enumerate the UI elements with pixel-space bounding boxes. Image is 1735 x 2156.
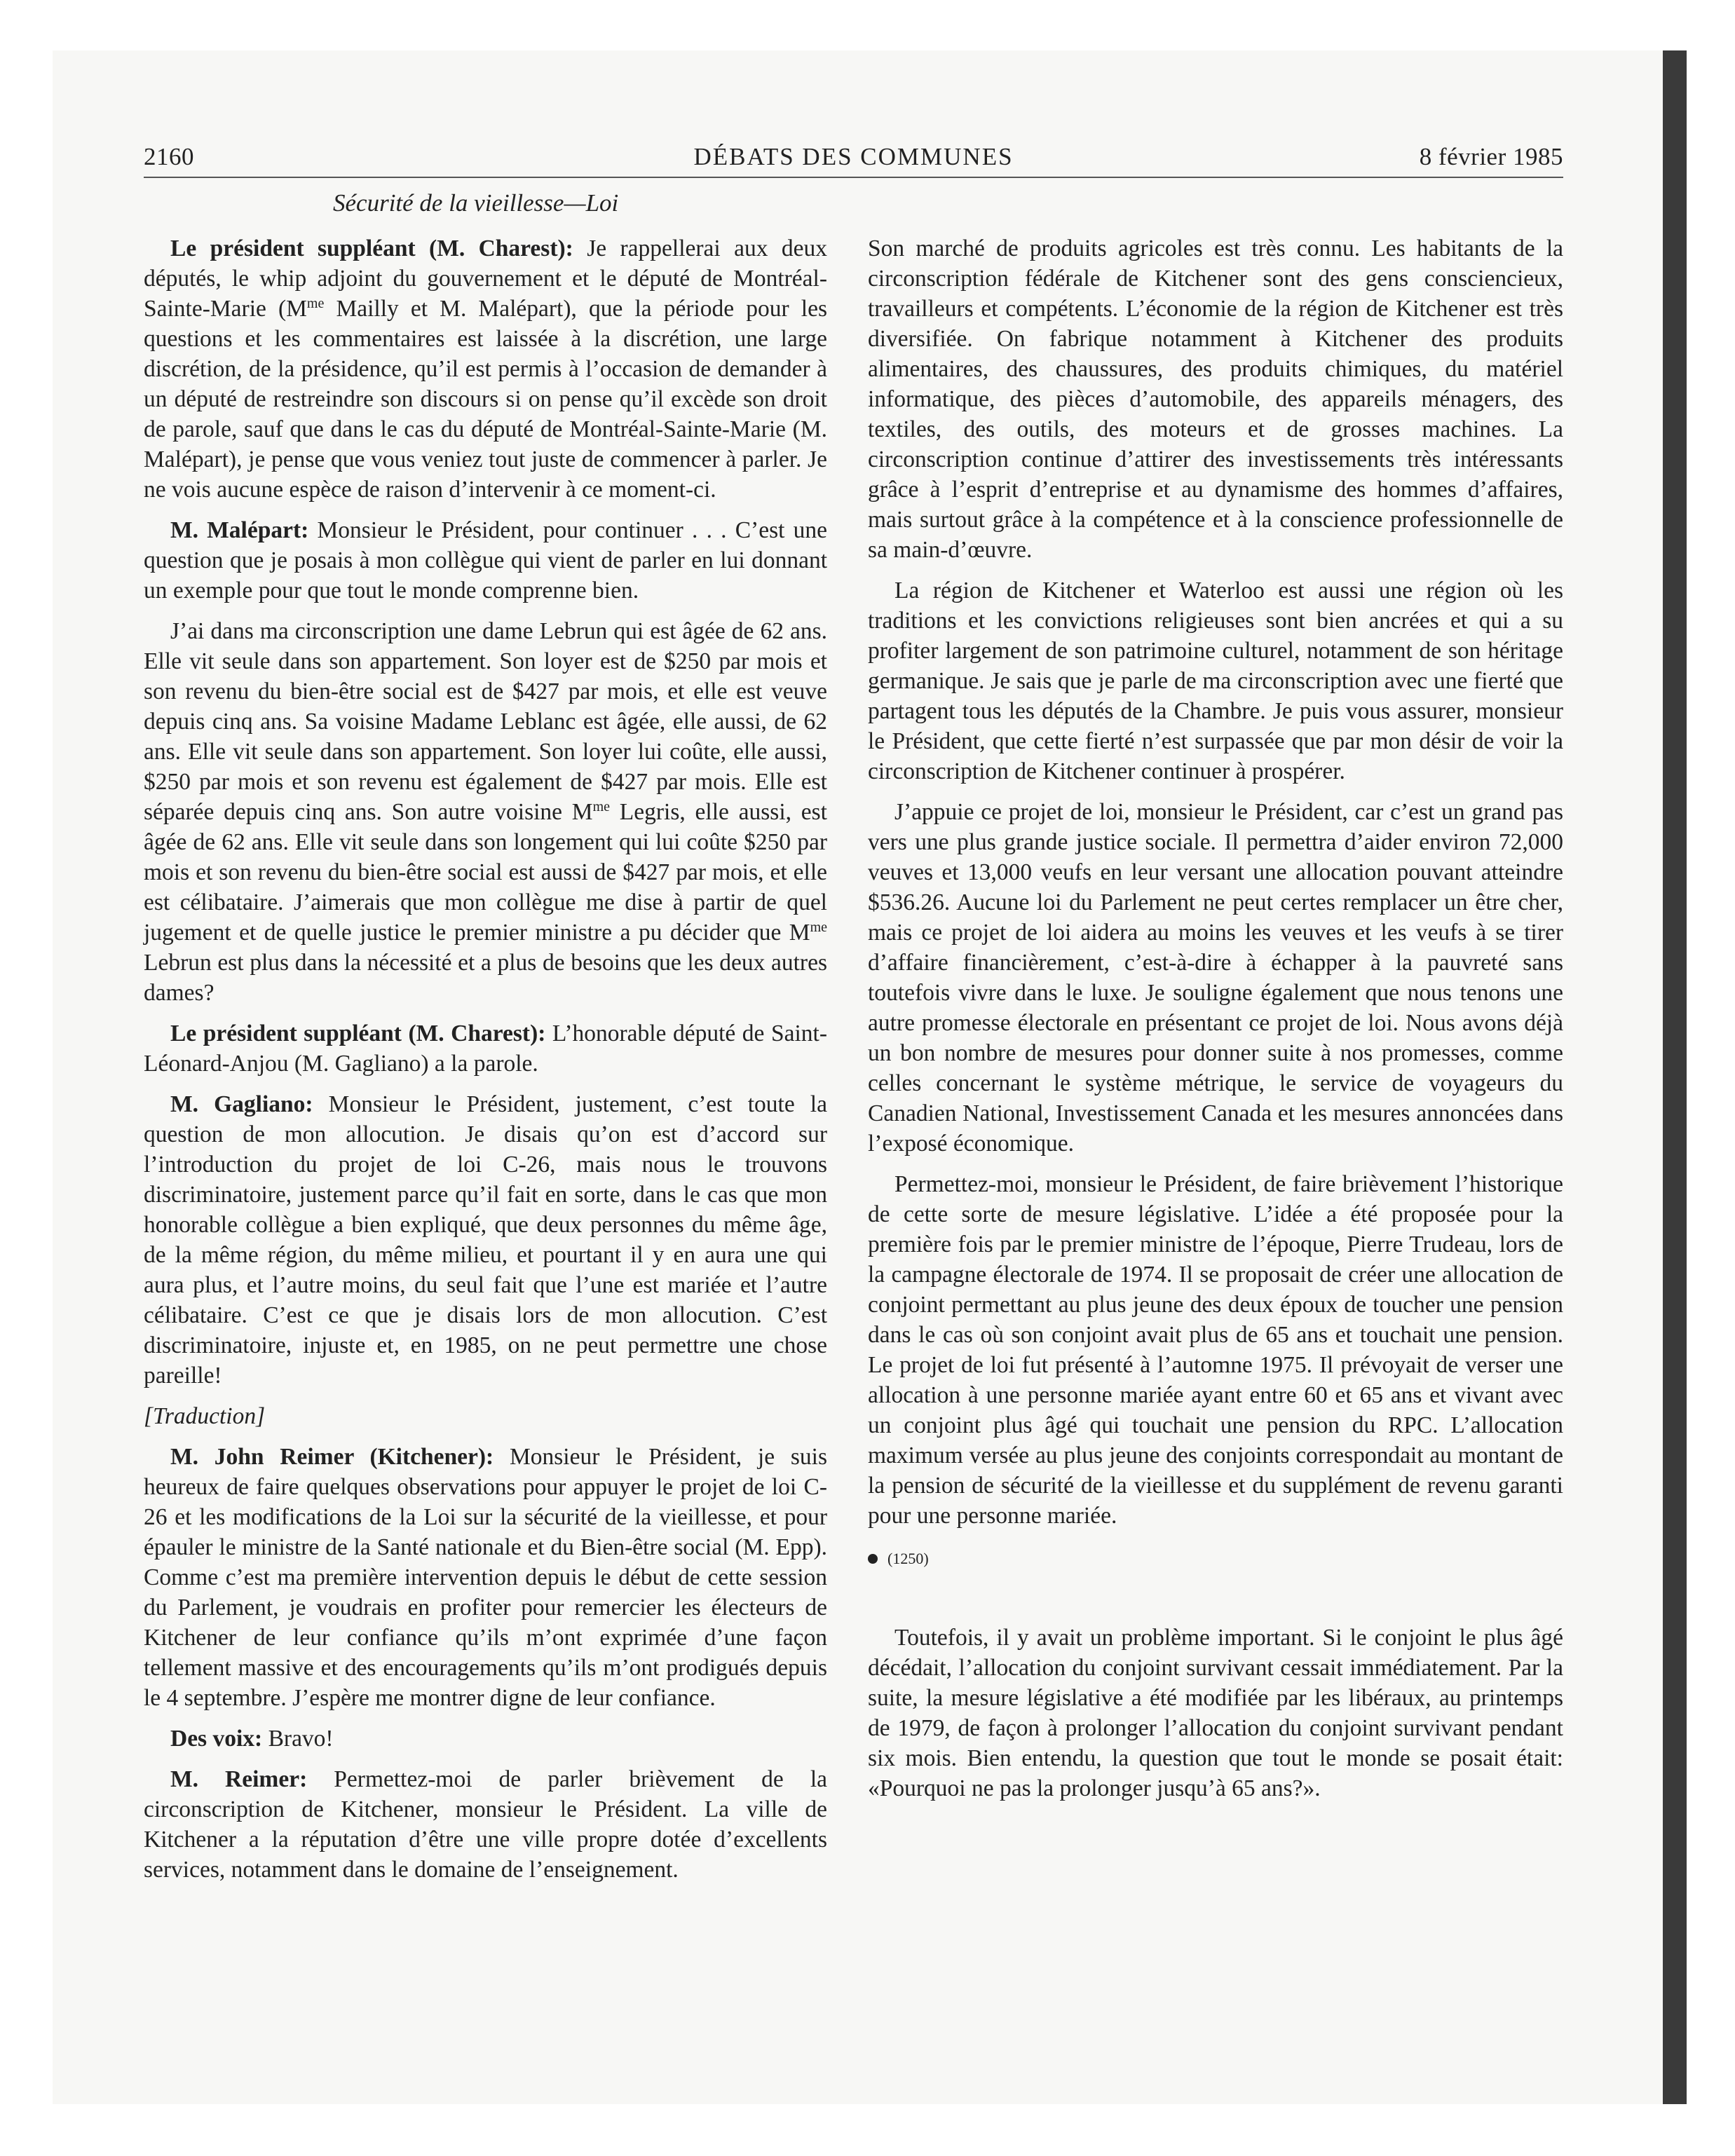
bullet-icon — [868, 1554, 878, 1564]
superscript: me — [306, 296, 325, 311]
paragraph — [144, 1018, 827, 1079]
speech-text: Bravo! — [262, 1726, 334, 1752]
speech-text: Monsieur le Président, pour continuer . . . C’est une question que je posais à mon collègue qui vient de parler en lui donnant un exemple pour que tout le monde comprenne bien. — [144, 517, 827, 603]
paragraph — [144, 515, 827, 606]
right-column — [868, 233, 1563, 1814]
left-column — [144, 233, 827, 1895]
speaker-name: Le président suppléant (M. Charest): — [170, 1021, 546, 1046]
publication-date: 8 février 1985 — [1419, 143, 1563, 170]
time-marker — [868, 1543, 1563, 1574]
paragraph: Permettez-moi, monsieur le Président, de faire brièvement l’historique de cette sorte de mesure législative. L’idée a été proposée pour la première fois par le premier ministre de l’époque, Pierre Trudeau, lors de la campagne électorale de 1974. Il se proposait de créer une allocation de conjoint permettant au plus jeune des deux époux de toucher une pension dans le cas où son conjoint avait plus de 65 ans et touchait une pension. Le projet de loi fut présenté à l’automne 1975. Il prévoyait de verser une allocation à une personne mariée ayant entre 60 et 65 ans et vivant avec un conjoint plus âgé qui touchait une pension du RPC. L’allocation maximum versée au plus jeune des conjoints correspondait au montant de la pension de sécurité de la vieillesse et du supplément de revenu garanti pour une personne mariée. — [868, 1171, 1563, 1529]
speaker-name: Le président suppléant (M. Charest): — [170, 236, 573, 261]
paragraph: Son marché de produits agricoles est très connu. Les habitants de la circonscription fédérale de Kitchener sont des gens consciencieux, travailleurs et compétents. L’économie de la région de Kitchener est très diversifiée. On fabrique notamment à Kitchener des produits alimentaires, des chaussures, des produits chimiques, du matériel informatique, des pièces d’automobile, des appareils ménagers, des textiles, des outils, des moteurs et de grosses machines. La circonscription continue d’attirer des investissements très intéressants grâce à l’esprit d’entreprise et au dynamisme des hommes d’affaires, mais surtout grâce à la compétence et à la conscience professionnelle de sa main-d’œuvre. — [868, 236, 1563, 563]
page-header — [144, 137, 1563, 178]
paragraph: Toutefois, il y avait un problème important. Si le conjoint le plus âgé décédait, l’allocation du conjoint survivant cessait immédiatement. Par la suite, la mesure législative a été modifiée par les libéraux, au printemps de 1979, de façon à prolonger l’allocation du conjoint survivant pendant six mois. Bien entendu, la question que tout le monde se posait était: «Pourquoi ne pas la prolonger jusqu’à 65 ans?». — [868, 1625, 1563, 1801]
superscript: me — [810, 920, 827, 935]
section-subject: Sécurité de la vieillesse—Loi — [333, 189, 619, 217]
speech-text: Permettez-moi de parler brièvement de la circonscription de Kitchener, monsieur le Président. La ville de Kitchener a la réputation d’être une ville propre dotée d’excellents services, notamment dans le domaine de l’enseignement. — [144, 1766, 827, 1883]
speech-text: Monsieur le Président, justement, c’est toute la question de mon allocution. Je disais qu’on est d’accord sur l’introduction du projet de loi C-26, mais nous le trouvons discriminatoire, justement parce qu’il fait en sorte, dans le cas que mon honorable collègue a bien expliqué, que deux personnes du même âge, de la même région, du même milieu, et pourtant il y en aura une qui aura plus, et l’autre moins, du seul fait que l’une est mariée et l’autre célibataire. C’est ce que je disais lors de mon allocution. C’est discriminatoire, injuste et, en 1985, on ne peut permettre une chose pareille! — [144, 1091, 827, 1389]
time-marker-text: (1250) — [887, 1550, 929, 1567]
paragraph — [144, 616, 827, 1008]
paragraph: La région de Kitchener et Waterloo est aussi une région où les traditions et les convictions religieuses sont bien ancrées et qui a su profiter largement de son patrimoine culturel, notamment de son héritage germanique. Je sais que je parle de ma circonscription avec une fierté que partagent tous les députés de la Chambre. Je puis vous assurer, monsieur le Président, que cette fierté n’est surpassée que par mon désir de voir la circonscription de Kitchener continuer à prospérer. — [868, 578, 1563, 784]
speech-text: J’ai dans ma circonscription une dame Lebrun qui est âgée de 62 ans. Elle vit seule dans son appartement. Son loyer est de $250 par mois et son revenu du bien-être social est de $427 par mois, et elle est veuve depuis cinq ans. Sa voisine Madame Leblanc est âgée, elle aussi, de 62 ans. Elle vit seule dans son appartement. Son loyer lui coûte, elle aussi, $250 par mois et son revenu est également de $427 par mois. Elle est séparée depuis cinq ans. Son autre voisine M — [144, 618, 827, 825]
translation-note: [Traduction] — [144, 1403, 266, 1429]
speech-text: Legris, elle aussi, est âgée de 62 ans. Elle vit seule dans son longement qui lui coûte $250 par mois et son revenu du bien-être social est aussi de $427 par mois, et elle est célibataire. J’aimerais que mon collègue me dise à partir de quel jugement et de quelle justice le premier ministre a pu décider que M — [144, 799, 827, 946]
superscript: me — [592, 799, 611, 814]
paragraph — [144, 1442, 827, 1713]
speech-text: Je rappellerai aux deux députés, le whip adjoint du gouvernement et le député de Montréal-Sainte-Marie (M — [144, 236, 828, 322]
paragraph — [144, 233, 827, 505]
publication-title: DÉBATS DES COMMUNES — [693, 143, 1014, 170]
speech-text: Mailly et M. Malépart), que la période pour les questions et les commentaires est laissée à la discrétion, une large discrétion, de la présidence, qu’il est permis à l’occasion de demander à un député de restreindre son discours si on pense qu’il excède son droit de parole, sauf que dans le cas du député de Montréal-Sainte-Marie (M. Malépart), je pense que vous veniez tout juste de commencer à parler. Je ne vois aucune espèce de raison d’intervenir à ce moment-ci. — [144, 296, 827, 503]
paragraph — [144, 1764, 827, 1885]
speaker-name: M. Malépart: — [170, 517, 309, 543]
speaker-name: Des voix: — [170, 1726, 263, 1752]
paragraph — [144, 1724, 827, 1754]
paragraph — [144, 1089, 827, 1391]
speaker-name: M. John Reimer (Kitchener): — [170, 1444, 494, 1470]
speech-text: Monsieur le Président, je suis heureux de faire quelques observations pour appuyer le projet de loi C-26 et les modifications de la Loi sur la sécurité de la vieillesse, et pour épauler le ministre de la Santé nationale et du Bien-être social (M. Epp). Comme c’est ma première intervention depuis le début de cette session du Parlement, je voudrais en profiter pour remercier les électeurs de Kitchener de leur confiance qu’ils m’ont exprimée d’une façon tellement massive et des encouragements qu’ils m’ont prodigués depuis le 4 septembre. J’espère me montrer digne de leur confiance. — [144, 1444, 827, 1711]
paragraph: J’appuie ce projet de loi, monsieur le Président, car c’est un grand pas vers une plus grande justice sociale. Il permettra d’aider environ 72,000 veuves et 13,000 veufs en leur versant une allocation pouvant atteindre $536.26. Aucune loi du Parlement ne peut certes remplacer un être cher, mais ce projet de loi aidera au moins les veuves et les veufs à se tirer d’affaire financièrement, c’est-à-dire à échapper à la pauvreté sans toutefois vivre dans le luxe. Je souligne également que nous tenons une autre promesse électorale en présentant ce projet de loi. Nous avons déjà un bon nombre de mesures pour donner suite à nos promesses, comme celles concernant le système métrique, le service de voyageurs du Canadien National, Investissement Canada et les mesures annoncées dans l’exposé économique. — [868, 799, 1563, 1157]
speech-text: L’honorable député de Saint-Léonard-Anjou (M. Gagliano) a la parole. — [144, 1021, 827, 1077]
binding-edge — [1663, 50, 1687, 2104]
speaker-name: M. Reimer: — [170, 1766, 308, 1792]
speaker-name: M. Gagliano: — [170, 1091, 313, 1117]
page-number: 2160 — [144, 143, 194, 170]
speech-text: Lebrun est plus dans la nécessité et a plus de besoins que les deux autres dames? — [144, 950, 827, 1006]
